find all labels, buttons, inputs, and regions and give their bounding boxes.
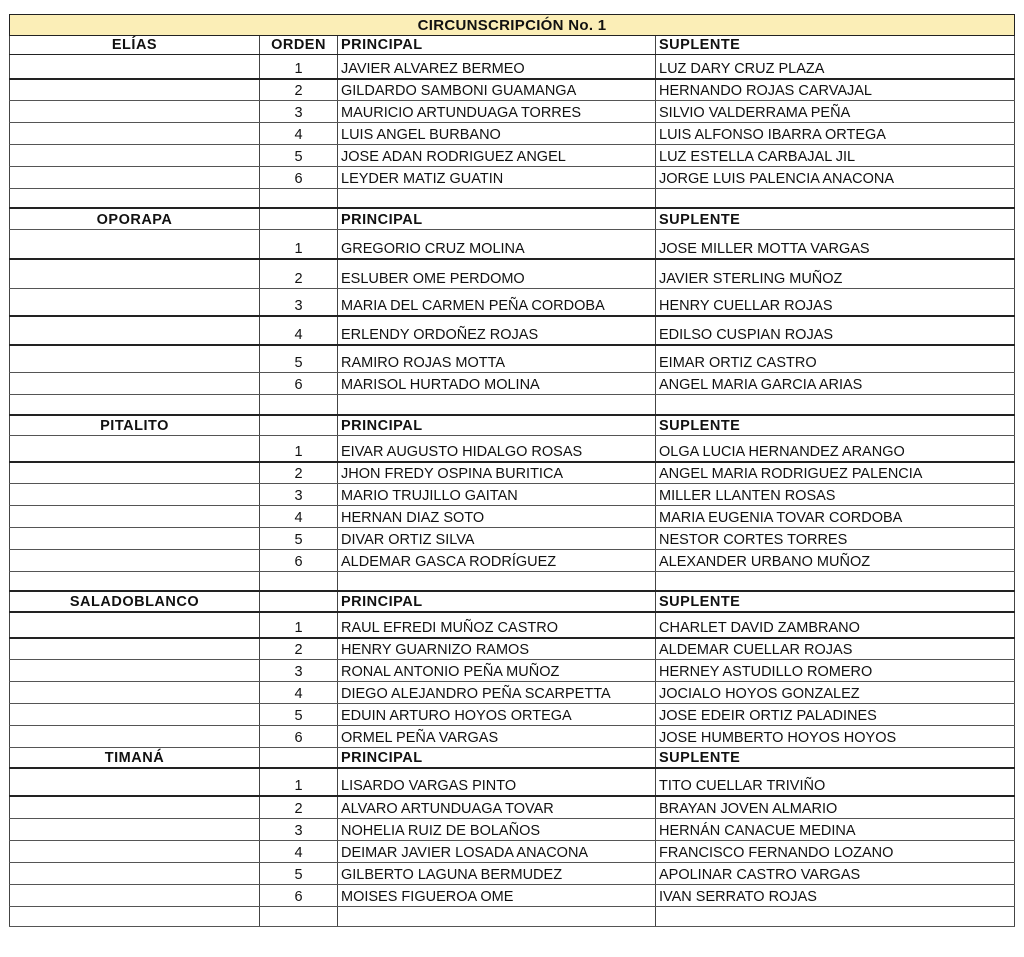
section-3: [9, 592, 1015, 748]
table-row: [9, 145, 1015, 167]
principal-cell: NOHELIA RUIZ DE BOLAÑOS: [338, 819, 656, 840]
orden-header: [260, 416, 338, 435]
suplente-cell: JOSE MILLER MOTTA VARGAS: [656, 230, 1015, 258]
table-row: [9, 704, 1015, 726]
principal-cell: ALDEMAR GASCA RODRÍGUEZ: [338, 550, 656, 571]
empty-cell: [338, 572, 656, 590]
empty-cell: [260, 907, 338, 926]
suplente-cell: EDILSO CUSPIAN ROJAS: [656, 317, 1015, 344]
suplente-header: SUPLENTE: [656, 209, 1015, 229]
principal-cell: MARIO TRUJILLO GAITAN: [338, 484, 656, 505]
empty-cell: [9, 528, 260, 549]
orden-cell: 4: [260, 506, 338, 527]
suplente-cell: NESTOR CORTES TORRES: [656, 528, 1015, 549]
table-row: [9, 55, 1015, 80]
principal-cell: LUIS ANGEL BURBANO: [338, 123, 656, 144]
table-row: [9, 101, 1015, 123]
municipio-name: OPORAPA: [9, 209, 260, 229]
suplente-cell: EIMAR ORTIZ CASTRO: [656, 346, 1015, 372]
empty-cell: [9, 260, 260, 288]
table-row: [9, 484, 1015, 506]
suplente-cell: HERNANDO ROJAS CARVAJAL: [656, 80, 1015, 100]
orden-cell: 4: [260, 317, 338, 344]
principal-cell: LEYDER MATIZ GUATIN: [338, 167, 656, 188]
suplente-cell: HENRY CUELLAR ROJAS: [656, 289, 1015, 315]
principal-cell: GILBERTO LAGUNA BERMUDEZ: [338, 863, 656, 884]
empty-cell: [9, 484, 260, 505]
principal-cell: EIVAR AUGUSTO HIDALGO ROSAS: [338, 436, 656, 461]
empty-cell: [9, 373, 260, 394]
suplente-cell: FRANCISCO FERNANDO LOZANO: [656, 841, 1015, 862]
empty-cell: [338, 907, 656, 926]
suplente-cell: LUZ ESTELLA CARBAJAL JIL: [656, 145, 1015, 166]
empty-cell: [9, 704, 260, 725]
empty-cell: [9, 613, 260, 637]
principal-cell: EDUIN ARTURO HOYOS ORTEGA: [338, 704, 656, 725]
empty-cell: [9, 395, 260, 414]
empty-cell: [9, 189, 260, 207]
suplente-cell: APOLINAR CASTRO VARGAS: [656, 863, 1015, 884]
principal-cell: JHON FREDY OSPINA BURITICA: [338, 463, 656, 483]
blank-row: [9, 907, 1015, 927]
table-row: [9, 463, 1015, 484]
empty-cell: [656, 189, 1015, 207]
section-header-row: [9, 209, 1015, 230]
blank-row: [9, 572, 1015, 592]
section-header-row: [9, 748, 1015, 769]
principal-header: PRINCIPAL: [338, 209, 656, 229]
suplente-cell: LUZ DARY CRUZ PLAZA: [656, 55, 1015, 78]
suplente-cell: JORGE LUIS PALENCIA ANACONA: [656, 167, 1015, 188]
empty-cell: [656, 907, 1015, 926]
table-row: [9, 260, 1015, 289]
principal-cell: MARIA DEL CARMEN PEÑA CORDOBA: [338, 289, 656, 315]
orden-header: ORDEN: [260, 36, 338, 54]
blank-row: [9, 395, 1015, 416]
empty-cell: [9, 317, 260, 344]
principal-cell: HERNAN DIAZ SOTO: [338, 506, 656, 527]
suplente-cell: ANGEL MARIA GARCIA ARIAS: [656, 373, 1015, 394]
suplente-cell: SILVIO VALDERRAMA PEÑA: [656, 101, 1015, 122]
principal-header: PRINCIPAL: [338, 416, 656, 435]
principal-cell: MOISES FIGUEROA OME: [338, 885, 656, 906]
empty-cell: [9, 841, 260, 862]
orden-cell: 5: [260, 863, 338, 884]
suplente-cell: JOSE EDEIR ORTIZ PALADINES: [656, 704, 1015, 725]
orden-cell: 4: [260, 123, 338, 144]
section-4: [9, 748, 1015, 927]
orden-header: [260, 592, 338, 611]
table-row: [9, 317, 1015, 346]
empty-cell: [338, 189, 656, 207]
principal-cell: JAVIER ALVAREZ BERMEO: [338, 55, 656, 78]
table-row: [9, 819, 1015, 841]
principal-cell: LISARDO VARGAS PINTO: [338, 769, 656, 795]
section-2: [9, 416, 1015, 592]
orden-cell: 6: [260, 726, 338, 747]
principal-header: PRINCIPAL: [338, 36, 656, 54]
blank-row: [9, 189, 1015, 209]
table-row: [9, 613, 1015, 639]
orden-header: [260, 748, 338, 767]
orden-cell: 5: [260, 704, 338, 725]
suplente-cell: TITO CUELLAR TRIVIÑO: [656, 769, 1015, 795]
table-row: [9, 80, 1015, 101]
empty-cell: [9, 726, 260, 747]
orden-cell: 1: [260, 769, 338, 795]
principal-header: PRINCIPAL: [338, 592, 656, 611]
orden-cell: 2: [260, 797, 338, 818]
section-0: [9, 36, 1015, 209]
principal-cell: DEIMAR JAVIER LOSADA ANACONA: [338, 841, 656, 862]
suplente-header: SUPLENTE: [656, 36, 1015, 54]
principal-cell: ESLUBER OME PERDOMO: [338, 260, 656, 288]
orden-cell: 6: [260, 373, 338, 394]
table-row: [9, 289, 1015, 317]
suplente-cell: LUIS ALFONSO IBARRA ORTEGA: [656, 123, 1015, 144]
empty-cell: [9, 572, 260, 590]
empty-cell: [656, 395, 1015, 414]
orden-cell: 3: [260, 101, 338, 122]
principal-header: PRINCIPAL: [338, 748, 656, 767]
orden-cell: 6: [260, 550, 338, 571]
table-row: [9, 123, 1015, 145]
suplente-cell: ANGEL MARIA RODRIGUEZ PALENCIA: [656, 463, 1015, 483]
table-row: [9, 528, 1015, 550]
principal-cell: GREGORIO CRUZ MOLINA: [338, 230, 656, 258]
empty-cell: [9, 101, 260, 122]
empty-cell: [9, 907, 260, 926]
suplente-cell: MARIA EUGENIA TOVAR CORDOBA: [656, 506, 1015, 527]
table-row: [9, 346, 1015, 373]
orden-cell: 6: [260, 885, 338, 906]
empty-cell: [9, 436, 260, 461]
principal-cell: ORMEL PEÑA VARGAS: [338, 726, 656, 747]
table-row: [9, 436, 1015, 463]
principal-cell: HENRY GUARNIZO RAMOS: [338, 639, 656, 659]
empty-cell: [260, 572, 338, 590]
orden-cell: 5: [260, 145, 338, 166]
orden-cell: 2: [260, 639, 338, 659]
table-row: [9, 682, 1015, 704]
section-1: [9, 209, 1015, 416]
empty-cell: [9, 230, 260, 258]
section-header-row: [9, 592, 1015, 613]
table-row: [9, 167, 1015, 189]
principal-cell: GILDARDO SAMBONI GUAMANGA: [338, 80, 656, 100]
empty-cell: [9, 123, 260, 144]
empty-cell: [9, 885, 260, 906]
orden-cell: 6: [260, 167, 338, 188]
empty-cell: [9, 660, 260, 681]
suplente-cell: ALEXANDER URBANO MUÑOZ: [656, 550, 1015, 571]
principal-cell: RONAL ANTONIO PEÑA MUÑOZ: [338, 660, 656, 681]
empty-cell: [9, 55, 260, 78]
empty-cell: [9, 506, 260, 527]
suplente-cell: MILLER LLANTEN ROSAS: [656, 484, 1015, 505]
table-row: [9, 769, 1015, 797]
suplente-cell: HERNÁN CANACUE MEDINA: [656, 819, 1015, 840]
candidate-sheet: [9, 14, 1015, 927]
table-row: [9, 841, 1015, 863]
orden-cell: 3: [260, 289, 338, 315]
orden-cell: 2: [260, 80, 338, 100]
empty-cell: [9, 769, 260, 795]
empty-cell: [9, 797, 260, 818]
principal-cell: JOSE ADAN RODRIGUEZ ANGEL: [338, 145, 656, 166]
empty-cell: [338, 395, 656, 414]
suplente-header: SUPLENTE: [656, 592, 1015, 611]
empty-cell: [9, 289, 260, 315]
empty-cell: [9, 80, 260, 100]
empty-cell: [9, 819, 260, 840]
principal-cell: DIVAR ORTIZ SILVA: [338, 528, 656, 549]
sheet-title: CIRCUNSCRIPCIÓN No. 1: [9, 14, 1015, 36]
table-row: [9, 550, 1015, 572]
table-row: [9, 863, 1015, 885]
suplente-cell: CHARLET DAVID ZAMBRANO: [656, 613, 1015, 637]
suplente-cell: JOSE HUMBERTO HOYOS HOYOS: [656, 726, 1015, 747]
orden-cell: 1: [260, 230, 338, 258]
empty-cell: [9, 639, 260, 659]
principal-cell: ERLENDY ORDOÑEZ ROJAS: [338, 317, 656, 344]
empty-cell: [9, 145, 260, 166]
table-row: [9, 373, 1015, 395]
orden-cell: 3: [260, 484, 338, 505]
orden-cell: 1: [260, 613, 338, 637]
suplente-cell: ALDEMAR CUELLAR ROJAS: [656, 639, 1015, 659]
orden-cell: 2: [260, 260, 338, 288]
table-row: [9, 797, 1015, 819]
orden-cell: 5: [260, 346, 338, 372]
principal-cell: ALVARO ARTUNDUAGA TOVAR: [338, 797, 656, 818]
table-row: [9, 639, 1015, 660]
municipio-name: PITALITO: [9, 416, 260, 435]
empty-cell: [9, 682, 260, 703]
orden-cell: 4: [260, 841, 338, 862]
table-row: [9, 726, 1015, 748]
orden-cell: 4: [260, 682, 338, 703]
orden-cell: 1: [260, 55, 338, 78]
empty-cell: [260, 395, 338, 414]
principal-cell: MAURICIO ARTUNDUAGA TORRES: [338, 101, 656, 122]
suplente-cell: JAVIER STERLING MUÑOZ: [656, 260, 1015, 288]
principal-cell: DIEGO ALEJANDRO PEÑA SCARPETTA: [338, 682, 656, 703]
orden-cell: 3: [260, 819, 338, 840]
suplente-header: SUPLENTE: [656, 748, 1015, 767]
empty-cell: [9, 863, 260, 884]
suplente-header: SUPLENTE: [656, 416, 1015, 435]
orden-cell: 3: [260, 660, 338, 681]
municipio-name: ELÍAS: [9, 36, 260, 54]
principal-cell: MARISOL HURTADO MOLINA: [338, 373, 656, 394]
municipio-name: SALADOBLANCO: [9, 592, 260, 611]
section-header-row: [9, 36, 1015, 55]
suplente-cell: BRAYAN JOVEN ALMARIO: [656, 797, 1015, 818]
empty-cell: [656, 572, 1015, 590]
table-row: [9, 660, 1015, 682]
empty-cell: [260, 189, 338, 207]
orden-cell: 2: [260, 463, 338, 483]
principal-cell: RAUL EFREDI MUÑOZ CASTRO: [338, 613, 656, 637]
suplente-cell: OLGA LUCIA HERNANDEZ ARANGO: [656, 436, 1015, 461]
orden-cell: 1: [260, 436, 338, 461]
orden-header: [260, 209, 338, 229]
orden-cell: 5: [260, 528, 338, 549]
table-row: [9, 230, 1015, 260]
table-row: [9, 885, 1015, 907]
principal-cell: RAMIRO ROJAS MOTTA: [338, 346, 656, 372]
table-row: [9, 506, 1015, 528]
suplente-cell: IVAN SERRATO ROJAS: [656, 885, 1015, 906]
municipio-name: TIMANÁ: [9, 748, 260, 767]
empty-cell: [9, 346, 260, 372]
suplente-cell: HERNEY ASTUDILLO ROMERO: [656, 660, 1015, 681]
empty-cell: [9, 167, 260, 188]
candidate-table: [9, 36, 1015, 927]
suplente-cell: JOCIALO HOYOS GONZALEZ: [656, 682, 1015, 703]
empty-cell: [9, 550, 260, 571]
empty-cell: [9, 463, 260, 483]
section-header-row: [9, 416, 1015, 436]
